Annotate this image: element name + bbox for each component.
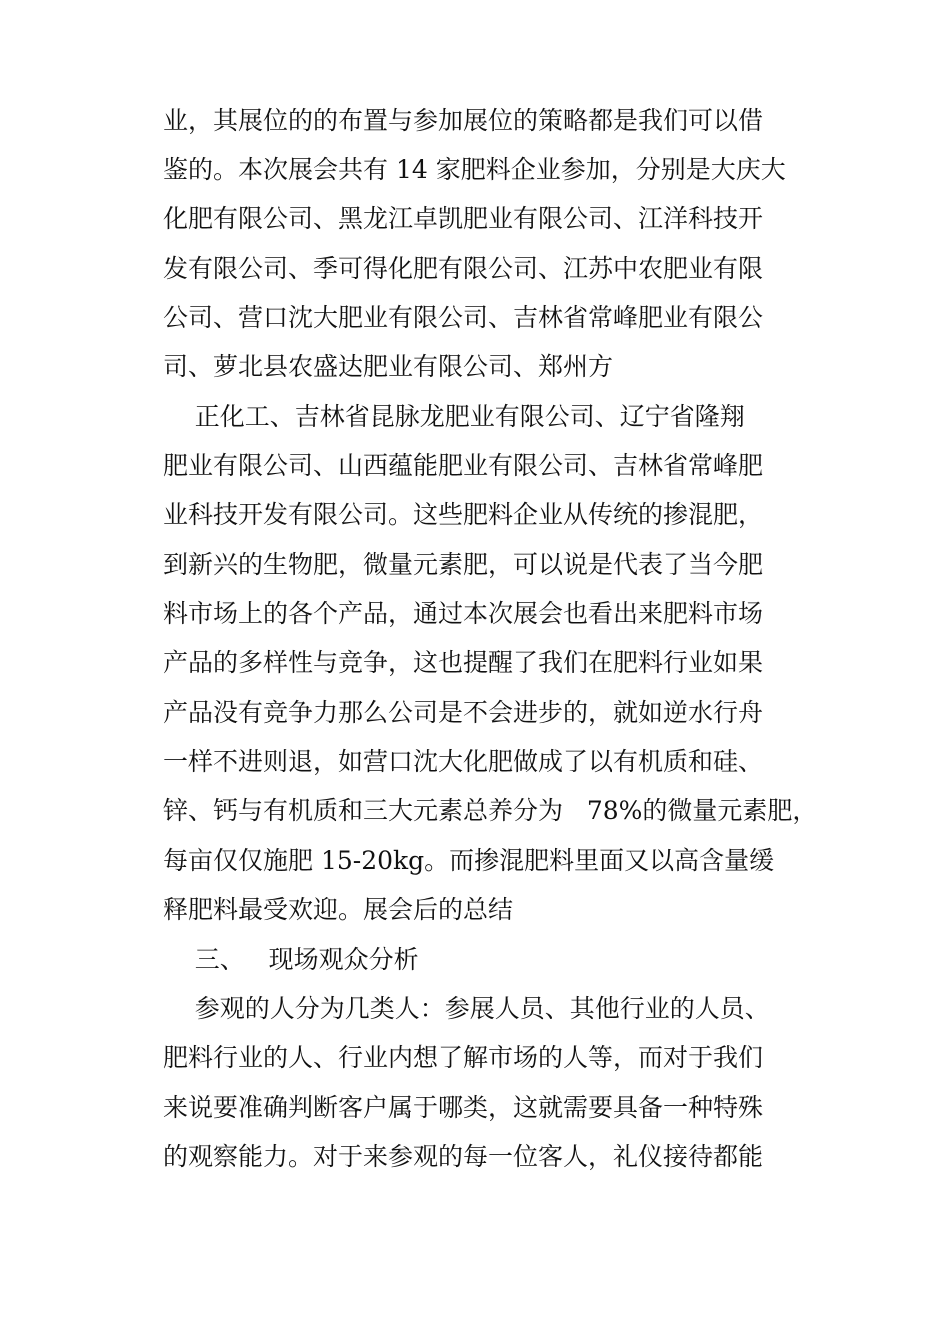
text-line: 正化工、吉林省昆脉龙肥业有限公司、辽宁省隆翔 (163, 402, 745, 431)
text-line: 到新兴的生物肥，微量元素肥，可以说是代表了当今肥 (163, 550, 764, 579)
text-line: 料市场上的各个产品，通过本次展会也看出来肥料市场 (163, 599, 764, 628)
text-line: 发有限公司、季可得化肥有限公司、江苏中农肥业有限 (163, 254, 764, 283)
text-line: 公司、营口沈大肥业有限公司、吉林省常峰肥业有限公 (163, 303, 764, 332)
text-line: 鉴的。本次展会共有 14 家肥料企业参加，分别是大庆大 (163, 155, 786, 184)
text-line: 一样不进则退，如营口沈大化肥做成了以有机质和硅、 (163, 747, 764, 776)
text-line: 参观的人分为几类人：参展人员、其他行业的人员、 (163, 994, 770, 1023)
text-line: 化肥有限公司、黑龙江卓凯肥业有限公司、江洋科技开 (163, 204, 764, 233)
text-line: 肥业有限公司、山西蕴能肥业有限公司、吉林省常峰肥 (163, 451, 764, 480)
text-line: 每亩仅仅施肥 15-20kg。而掺混肥料里面又以高含量缓 (163, 846, 775, 875)
text-line: 的观察能力。对于来参观的每一位客人，礼仪接待都能 (163, 1142, 764, 1171)
section-heading: 三、 现场观众分析 (163, 945, 419, 974)
text-line: 释肥料最受欢迎。展会后的总结 (163, 895, 514, 924)
text-line: 肥料行业的人、行业内想了解市场的人等，而对于我们 (163, 1043, 764, 1072)
text-line: 锌、钙与有机质和三大元素总养分为 78%的微量元素肥， (163, 796, 818, 825)
text-line: 业科技开发有限公司。这些肥料企业从传统的掺混肥， (163, 500, 764, 529)
text-line: 业，其展位的的布置与参加展位的策略都是我们可以借 (163, 106, 764, 135)
text-line: 产品没有竞争力那么公司是不会进步的，就如逆水行舟 (163, 698, 764, 727)
text-line: 来说要准确判断客户属于哪类，这就需要具备一种特殊 (163, 1093, 764, 1122)
text-line: 产品的多样性与竞争，这也提醒了我们在肥料行业如果 (163, 648, 764, 677)
text-line: 司、萝北县农盛达肥业有限公司、郑州方 (163, 352, 614, 381)
